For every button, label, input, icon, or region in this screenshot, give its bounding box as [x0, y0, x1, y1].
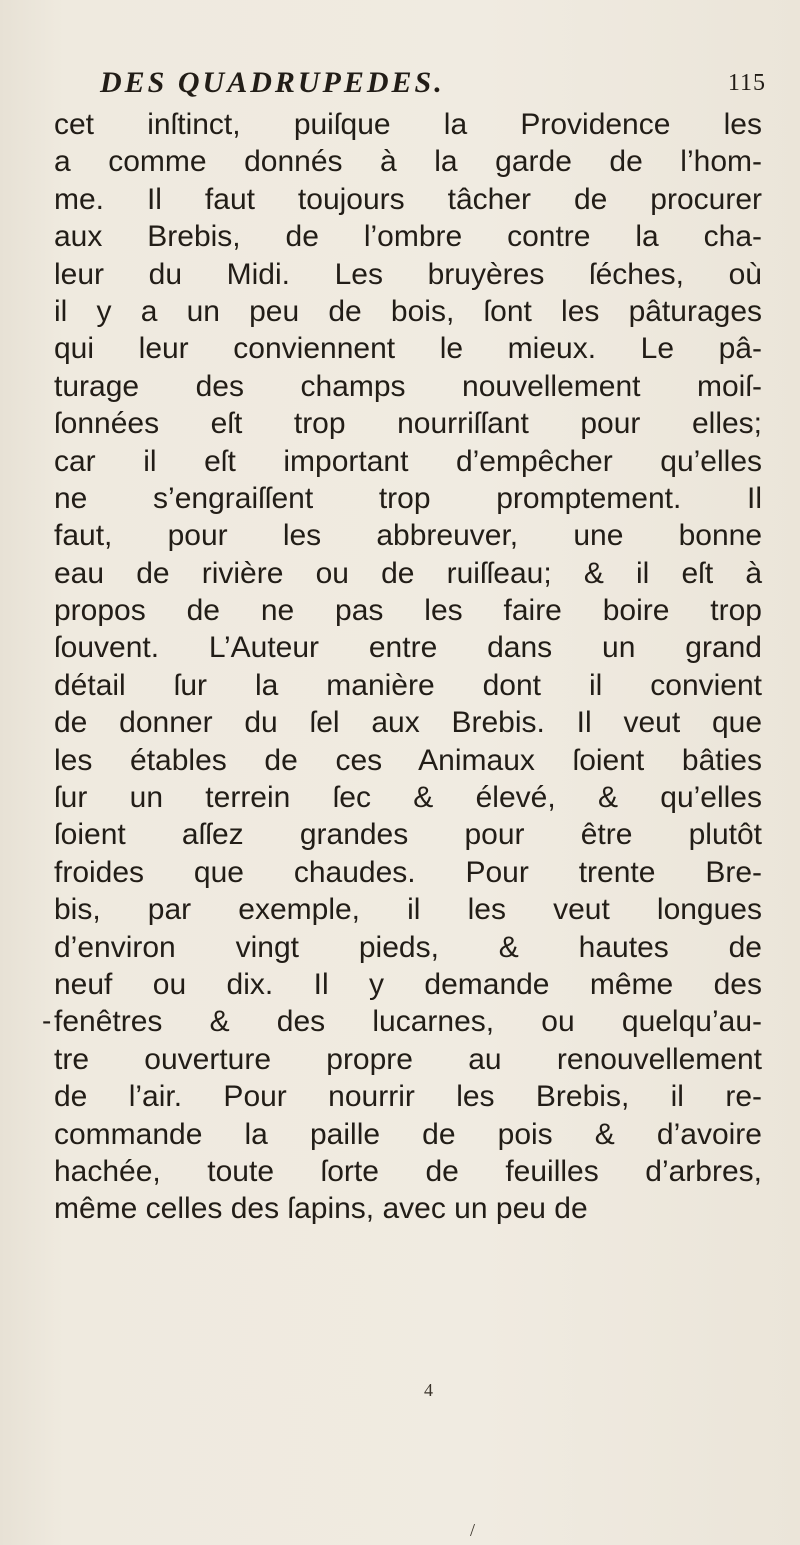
- footer-slash-mark: /: [470, 1520, 476, 1540]
- text-line: commande la paille de pois & d’avoire: [54, 1117, 762, 1151]
- text-line: détail ſur la manière dont il convient: [54, 668, 762, 702]
- text-line: tre ouverture propre au renouvellement: [54, 1042, 762, 1076]
- text-line: même celles des ſapins, avec un peu de: [54, 1192, 588, 1226]
- text-line: de donner du ſel aux Brebis. Il veut que: [54, 706, 762, 740]
- text-line: bis, par exemple, il les veut longues: [54, 893, 762, 927]
- text-line: eau de rivière ou de ruiſſeau; & il eſt à: [54, 556, 762, 590]
- text-line: qui leur conviennent le mieux. Le pâ-: [54, 332, 762, 366]
- text-line: turage des champs nouvellement moiſ-: [54, 369, 762, 403]
- text-line: propos de ne pas les faire boire trop: [54, 594, 762, 628]
- text-line: ſur un terrein ſec & élevé, & qu’elles: [54, 781, 762, 815]
- text-line: froides que chaudes. Pour trente Bre-: [54, 855, 762, 889]
- margin-mark: -: [42, 1005, 52, 1036]
- text-line: a comme donnés à la garde de l’hom-: [54, 145, 762, 179]
- page-number: 115: [727, 70, 766, 96]
- body-text: [52, 106, 762, 1228]
- footer-mark: 4: [424, 1380, 433, 1400]
- text-line: ſoient aſſez grandes pour être plutôt: [54, 818, 762, 852]
- text-line: d’environ vingt pieds, & hautes de: [54, 930, 762, 964]
- text-line: car il eſt important d’empêcher qu’elles: [54, 444, 762, 478]
- text-line: il y a un peu de bois, ſont les pâturages: [54, 294, 762, 328]
- text-line: cet inſtinct, puiſque la Providence les: [54, 108, 762, 141]
- text-line: ne s’engraiſſent trop promptement. Il: [54, 481, 762, 515]
- text-line: de l’air. Pour nourrir les Brebis, il re-: [54, 1080, 762, 1114]
- page-header: [52, 66, 772, 106]
- text-line: hachée, toute ſorte de feuilles d’arbres,: [54, 1154, 762, 1188]
- text-line: les étables de ces Animaux ſoient bâties: [54, 743, 762, 777]
- text-line: me. Il faut toujours tâcher de procurer: [54, 182, 762, 216]
- text-line: neuf ou dix. Il y demande même des: [54, 967, 762, 1001]
- text-line: ſouvent. L’Auteur entre dans un grand: [54, 631, 762, 665]
- text-line: aux Brebis, de l’ombre contre la cha-: [54, 220, 762, 254]
- text-line: leur du Midi. Les bruyères ſéches, où: [54, 257, 762, 291]
- text-line: ſonnées eſt trop nourriſſant pour elles;: [54, 407, 762, 441]
- text-line: faut, pour les abbreuver, une bonne: [54, 519, 762, 553]
- text-line: fenêtres & des lucarnes, ou quelqu’au-: [54, 1005, 762, 1039]
- running-head: DES QUADRUPEDES.: [100, 66, 445, 99]
